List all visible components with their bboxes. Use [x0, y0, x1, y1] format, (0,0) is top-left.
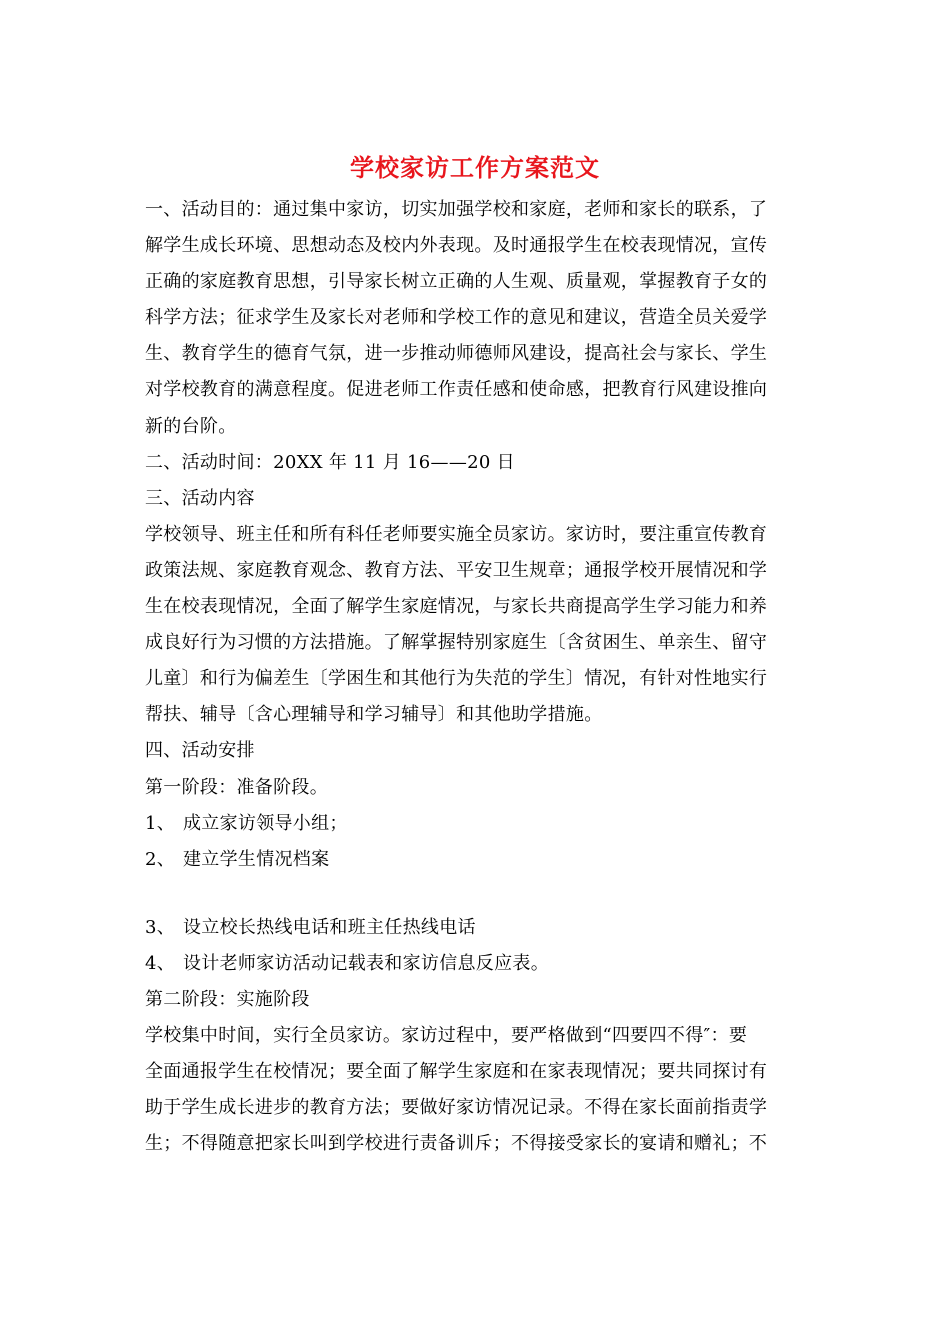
section-heading: 四、活动安排	[145, 740, 255, 762]
list-item	[145, 842, 800, 878]
list-item-number: 3、	[145, 916, 176, 938]
paragraph-line: 儿童〕和行为偏差生〔学困生和其他行为失范的学生〕情况，有针对性地实行	[145, 668, 768, 690]
list-item	[145, 806, 800, 842]
paragraph-line: 生在校表现情况，全面了解学生家庭情况，与家长共商提高学生学习能力和养	[145, 596, 768, 618]
paragraph-line: 新的台阶。	[145, 415, 237, 437]
paragraph-line: 政策法规、家庭教育观念、教育方法、平安卫生规章；通报学校开展情况和学	[145, 559, 768, 581]
list-item-text: 设立校长热线电话和班主任热线电话	[183, 916, 476, 938]
list-item	[145, 910, 800, 946]
paragraph-line: 成良好行为习惯的方法措施。了解掌握特别家庭生〔含贫困生、单亲生、留守	[145, 632, 768, 654]
stage-heading: 第二阶段：实施阶段	[145, 988, 310, 1010]
blank-gap	[145, 878, 800, 910]
paragraph-line: 解学生成长环境、思想动态及校内外表现。及时通报学生在校表现情况，宣传	[145, 235, 768, 257]
paragraph-line: 助于学生成长进步的教育方法；要做好家访情况记录。不得在家长面前指责学	[145, 1097, 768, 1119]
list-item-number: 1、	[145, 812, 176, 834]
paragraph-line: 全面通报学生在校情况；要全面了解学生家庭和在家表现情况；要共同探讨有	[145, 1061, 768, 1083]
paragraph-line: 对学校教育的满意程度。促进老师工作责任感和使命感，把教育行风建设推向	[145, 379, 768, 401]
document-body	[145, 192, 800, 1162]
list-item	[145, 946, 800, 982]
list-item-number: 4、	[145, 952, 176, 974]
activity-time-line: 二、活动时间：20XX 年 11 月 16——20 日	[145, 451, 515, 473]
stage-heading: 第一阶段：准备阶段。	[145, 776, 328, 798]
paragraph-line: 生；不得随意把家长叫到学校进行责备训斥；不得接受家长的宴请和赠礼；不	[145, 1133, 768, 1155]
document-title: 学校家访工作方案范文	[350, 153, 600, 182]
list-item-number: 2、	[145, 848, 176, 870]
paragraph-line: 正确的家庭教育思想，引导家长树立正确的人生观、质量观，掌握教育子女的	[145, 271, 768, 293]
paragraph-line: 生、教育学生的德育气氛，进一步推动师德师风建设，提高社会与家长、学生	[145, 343, 768, 365]
paragraph-line: 学校领导、班主任和所有科任老师要实施全员家访。家访时，要注重宣传教育	[145, 523, 768, 545]
section-heading: 三、活动内容	[145, 487, 255, 509]
paragraph-line: 一、活动目的：通过集中家访，切实加强学校和家庭，老师和家长的联系，了	[145, 199, 768, 220]
list-item-text: 设计老师家访活动记载表和家访信息反应表。	[183, 952, 549, 974]
paragraph-line: 科学方法；征求学生及家长对老师和学校工作的意见和建议，营造全员关爱学	[145, 307, 768, 329]
paragraph-line: 帮扶、辅导〔含心理辅导和学习辅导〕和其他助学措施。	[145, 704, 603, 726]
paragraph-line: 学校集中时间，实行全员家访。家访过程中，要严格做到“四要四不得″：要	[145, 1025, 748, 1047]
list-item-text: 建立学生情况档案	[183, 848, 330, 870]
list-item-text: 成立家访领导小组；	[183, 812, 348, 834]
